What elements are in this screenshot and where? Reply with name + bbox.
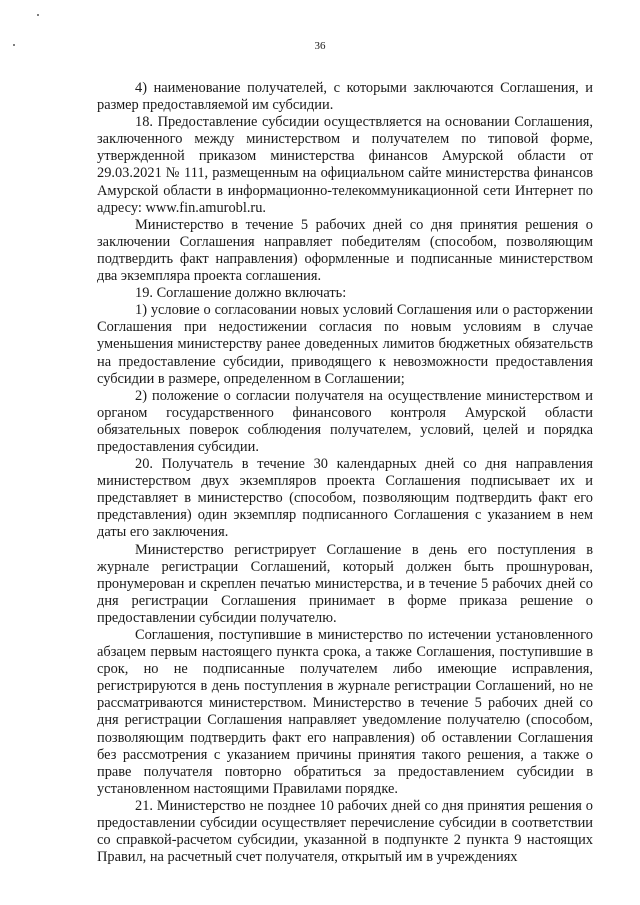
paragraph: 19. Соглашение должно включать:: [135, 285, 347, 302]
paragraph: Министерство регистрирует Соглашение в день его поступления в журнале регистрации Соглашений, который должен быть прошнурован, пронумерован и скреплен печатью министерства, и в течение 5 рабочих дней со дня регистрации Соглашения принимает в форме приказа решение о предоставлении субсидии получателю.: [97, 541, 593, 626]
paragraph: 21. Министерство не позднее 10 рабочих дней со дня принятия решения о предоставлении субсидии осуществляет перечисление субсидии в соответствии со справкой-расчетом субсидии, указанной в подпункте 2 пункта 9 настоящих Правил, на расчетный счет получателя, открытый им в учреждениях: [97, 797, 593, 866]
scan-speck: [37, 14, 39, 16]
paragraph: 18. Предоставление субсидии осуществляется на основании Соглашения, заключенного между министерством и получателем по типовой форме, утвержденной приказом министерства финансов Амурской области от 29.03.2021 № 111, размещенным на официальном сайте министерства финансов Амурской области в информационно-телекоммуникационной сети Интернет по адресу: www.fin.amurobl.ru.: [97, 114, 593, 216]
paragraph: 2) положение о согласии получателя на осуществление министерством и органом государственного финансового контроля Амурской области обязательных поверок соблюдения получателем, условий, целей и порядка предоставления субсидии.: [97, 387, 593, 455]
document-body: [97, 80, 593, 866]
paragraph: 20. Получатель в течение 30 календарных дней со дня направления министерством двух экземпляров проекта Соглашения подписывает их и представляет в министерство (способом, позволяющим подтвердить факт его представления) один экземпляр подписанного Соглашения с указанием в нем даты его заключения.: [97, 456, 593, 541]
page-number: 36: [314, 40, 326, 52]
paragraph: 1) условие о согласовании новых условий Соглашения или о расторжении Соглашения при недостижении согласия по новым условиям в случае уменьшения министерству ранее доведенных лимитов бюджетных обязательств на предоставление субсидии, приводящего к невозможности предоставления субсидии в размере, определенном в Соглашении;: [97, 302, 593, 387]
paragraph: Министерство в течение 5 рабочих дней со дня принятия решения о заключении Соглашения направляет победителям (способом, позволяющим подтвердить факт направления) оформленные и подписанные министерством два экземпляра проекта соглашения.: [97, 216, 593, 285]
paragraph: 4) наименование получателей, с которыми заключаются Соглашения, и размер предоставляемой им субсидии.: [97, 80, 593, 114]
paragraph: Соглашения, поступившие в министерство по истечении установленного абзацем первым настоящего пункта срока, а также Соглашения, поступившие в срок, но не подписанные получателем либо имеющие исправления, регистрируются в день поступления в журнале регистрации Соглашений, но не рассматриваются министерством. Министерство в течение 5 рабочих дней со дня регистрации Соглашения направляет уведомление получателю (способом, позволяющим подтвердить факт его направления) об оставлении Соглашения без рассмотрения с указанием причины принятия такого решения, а также о праве получателя повторно обратиться за предоставлением субсидии в установленном настоящими Правилами порядке.: [97, 627, 593, 797]
